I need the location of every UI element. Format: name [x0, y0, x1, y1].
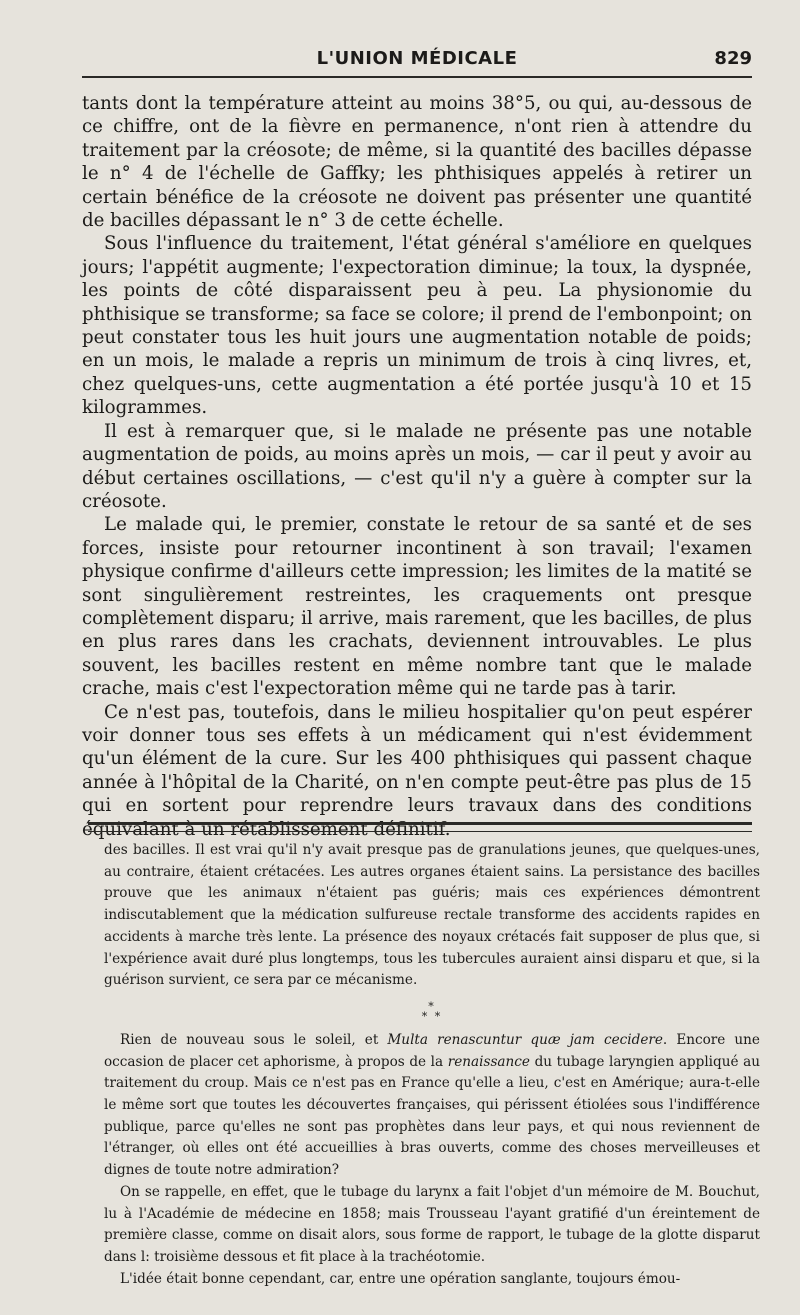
- paragraph-4: Le malade qui, le premier, constate le retour de sa santé et de ses forces, insiste pour retourner incontinent à son travail; l'examen physique confirme d'ailleurs cette impression; les limites de la matité se sont singulièrement restreintes, les craquements ont presque complètement disparu; il arrive, mais rarement, que les bacilles, de plus en plus rares dans les crachats, deviennent introuvables. Le plus souvent, les bacilles restent en même nombre tant que le malade crache, mais c'est l'expectoration même qui ne tarde pas à tarir.: [82, 514, 752, 700]
- section-divider: [88, 822, 752, 832]
- note-2-part-a: Rien de nouveau sous le soleil, et: [120, 1031, 388, 1048]
- running-title: L'UNION MÉDICALE: [316, 48, 518, 69]
- paragraph-3: Il est à remarquer que, si le malade ne présente pas une notable augmentation de poids, au moins après un mois, — car il peut y avoir au début certaines oscillations, — c'est qu'il n'y a guère à compter sur la créosote.: [82, 420, 752, 512]
- asterism-top: *: [428, 999, 436, 1013]
- note-paragraph-3: On se rappelle, en effet, que le tubage du larynx a fait l'objet d'un mémoire de M. Bouchut, lu à l'Académie de médecine en 1858; mais Trousseau l'ayant gratifié d'un éreintement de première classe, comme on disait alors, sous forme de rapport, le tubage de la glotte disparut dans l: troisième dessous et fit place à la trachéotomie.: [104, 1183, 760, 1265]
- paragraph-1: tants dont la température atteint au moins 38°5, ou qui, au-dessous de ce chiffre, ont de la fièvre en permanence, n'ont rien à attendre du traitement par la créosote; de même, si la quantité des bacilles dépasse le n° 4 de l'échelle de Gaffky; les phthisiques appelés à retirer un certain bénéfice de la créosote ne doivent pas présenter une quantité de bacilles dépassant le n° 3 de cette échelle.: [82, 93, 752, 232]
- asterism-separator: [104, 999, 760, 1023]
- page-header: [82, 44, 752, 78]
- note-2-part-c: du tubage laryngien appliqué au traitement du croup. Mais ce n'est pas en France qu'elle a lieu, c'est en Amérique; aura-t-elle le même sort que toutes les découvertes françaises, qui périssent étiolées sous l'indifférence publique, parce qu'elles ne sont pas prophètes dans leur pays, et qui nous reviennent de l'étranger, où elles ont été accueillies à bras ouverts, comme des choses merveilleuses et dignes de toute notre admiration?: [104, 1053, 760, 1179]
- asterism-bottom: * *: [421, 1009, 443, 1023]
- note-2-part-b: . Encore une occasion de placer cet aphorisme, à propos de la: [104, 1031, 760, 1070]
- note-paragraph-2: [104, 1030, 760, 1182]
- paragraph-5: Ce n'est pas, toutefois, dans le milieu hospitalier qu'on peut espérer voir donner tous ses effets à un médicament qui n'est évidemment qu'un élément de la cure. Sur les 400 phthisiques qui passent chaque année à l'hôpital de la Charité, on n'en compte peut-être pas plus de 15 qui en sortent pour reprendre leurs travaux dans des conditions équivalant à un rétablissement définitif.: [82, 701, 752, 840]
- latin-quote: Multa renascuntur quæ jam cecidere: [387, 1031, 663, 1048]
- paragraph-2: Sous l'influence du traitement, l'état général s'améliore en quelques jours; l'appétit augmente; l'expectoration diminue; la toux, la dyspnée, les points de côté disparaissent peu à peu. La physionomie du phthisique se transforme; sa face se colore; il prend de l'embonpoint; on peut constater tous les huit jours une augmentation notable de poids; en un mois, le malade a repris un minimum de trois à cinq livres, et, chez quelques-uns, cette augmentation a été portée jusqu'à 10 et 15 kilogrammes.: [82, 233, 752, 419]
- main-text: [82, 92, 752, 841]
- page-number: 829: [714, 48, 752, 69]
- note-paragraph-4: L'idée était bonne cependant, car, entre une opération sanglante, toujours émou-: [120, 1270, 681, 1287]
- note-paragraph-1: des bacilles. Il est vrai qu'il n'y avait presque pas de granulations jeunes, que quelques-unes, au contraire, étaient crétacées. Les autres organes étaient sains. La persistance des bacilles prouve que les animaux n'étaient pas guéris; mais ces expériences démontrent indiscutablement que la médication sulfureuse rectale transforme des accidents rapides en accidents à marche très lente. La présence des noyaux crétacés fait supposer de plus que, si l'expérience avait duré plus longtemps, tous les tubercules auraient ainsi disparu et que, si la guérison survient, ce sera par ce mécanisme.: [104, 842, 760, 989]
- renaissance-word: renaissance: [447, 1053, 530, 1070]
- feuilleton-text: [104, 840, 760, 1290]
